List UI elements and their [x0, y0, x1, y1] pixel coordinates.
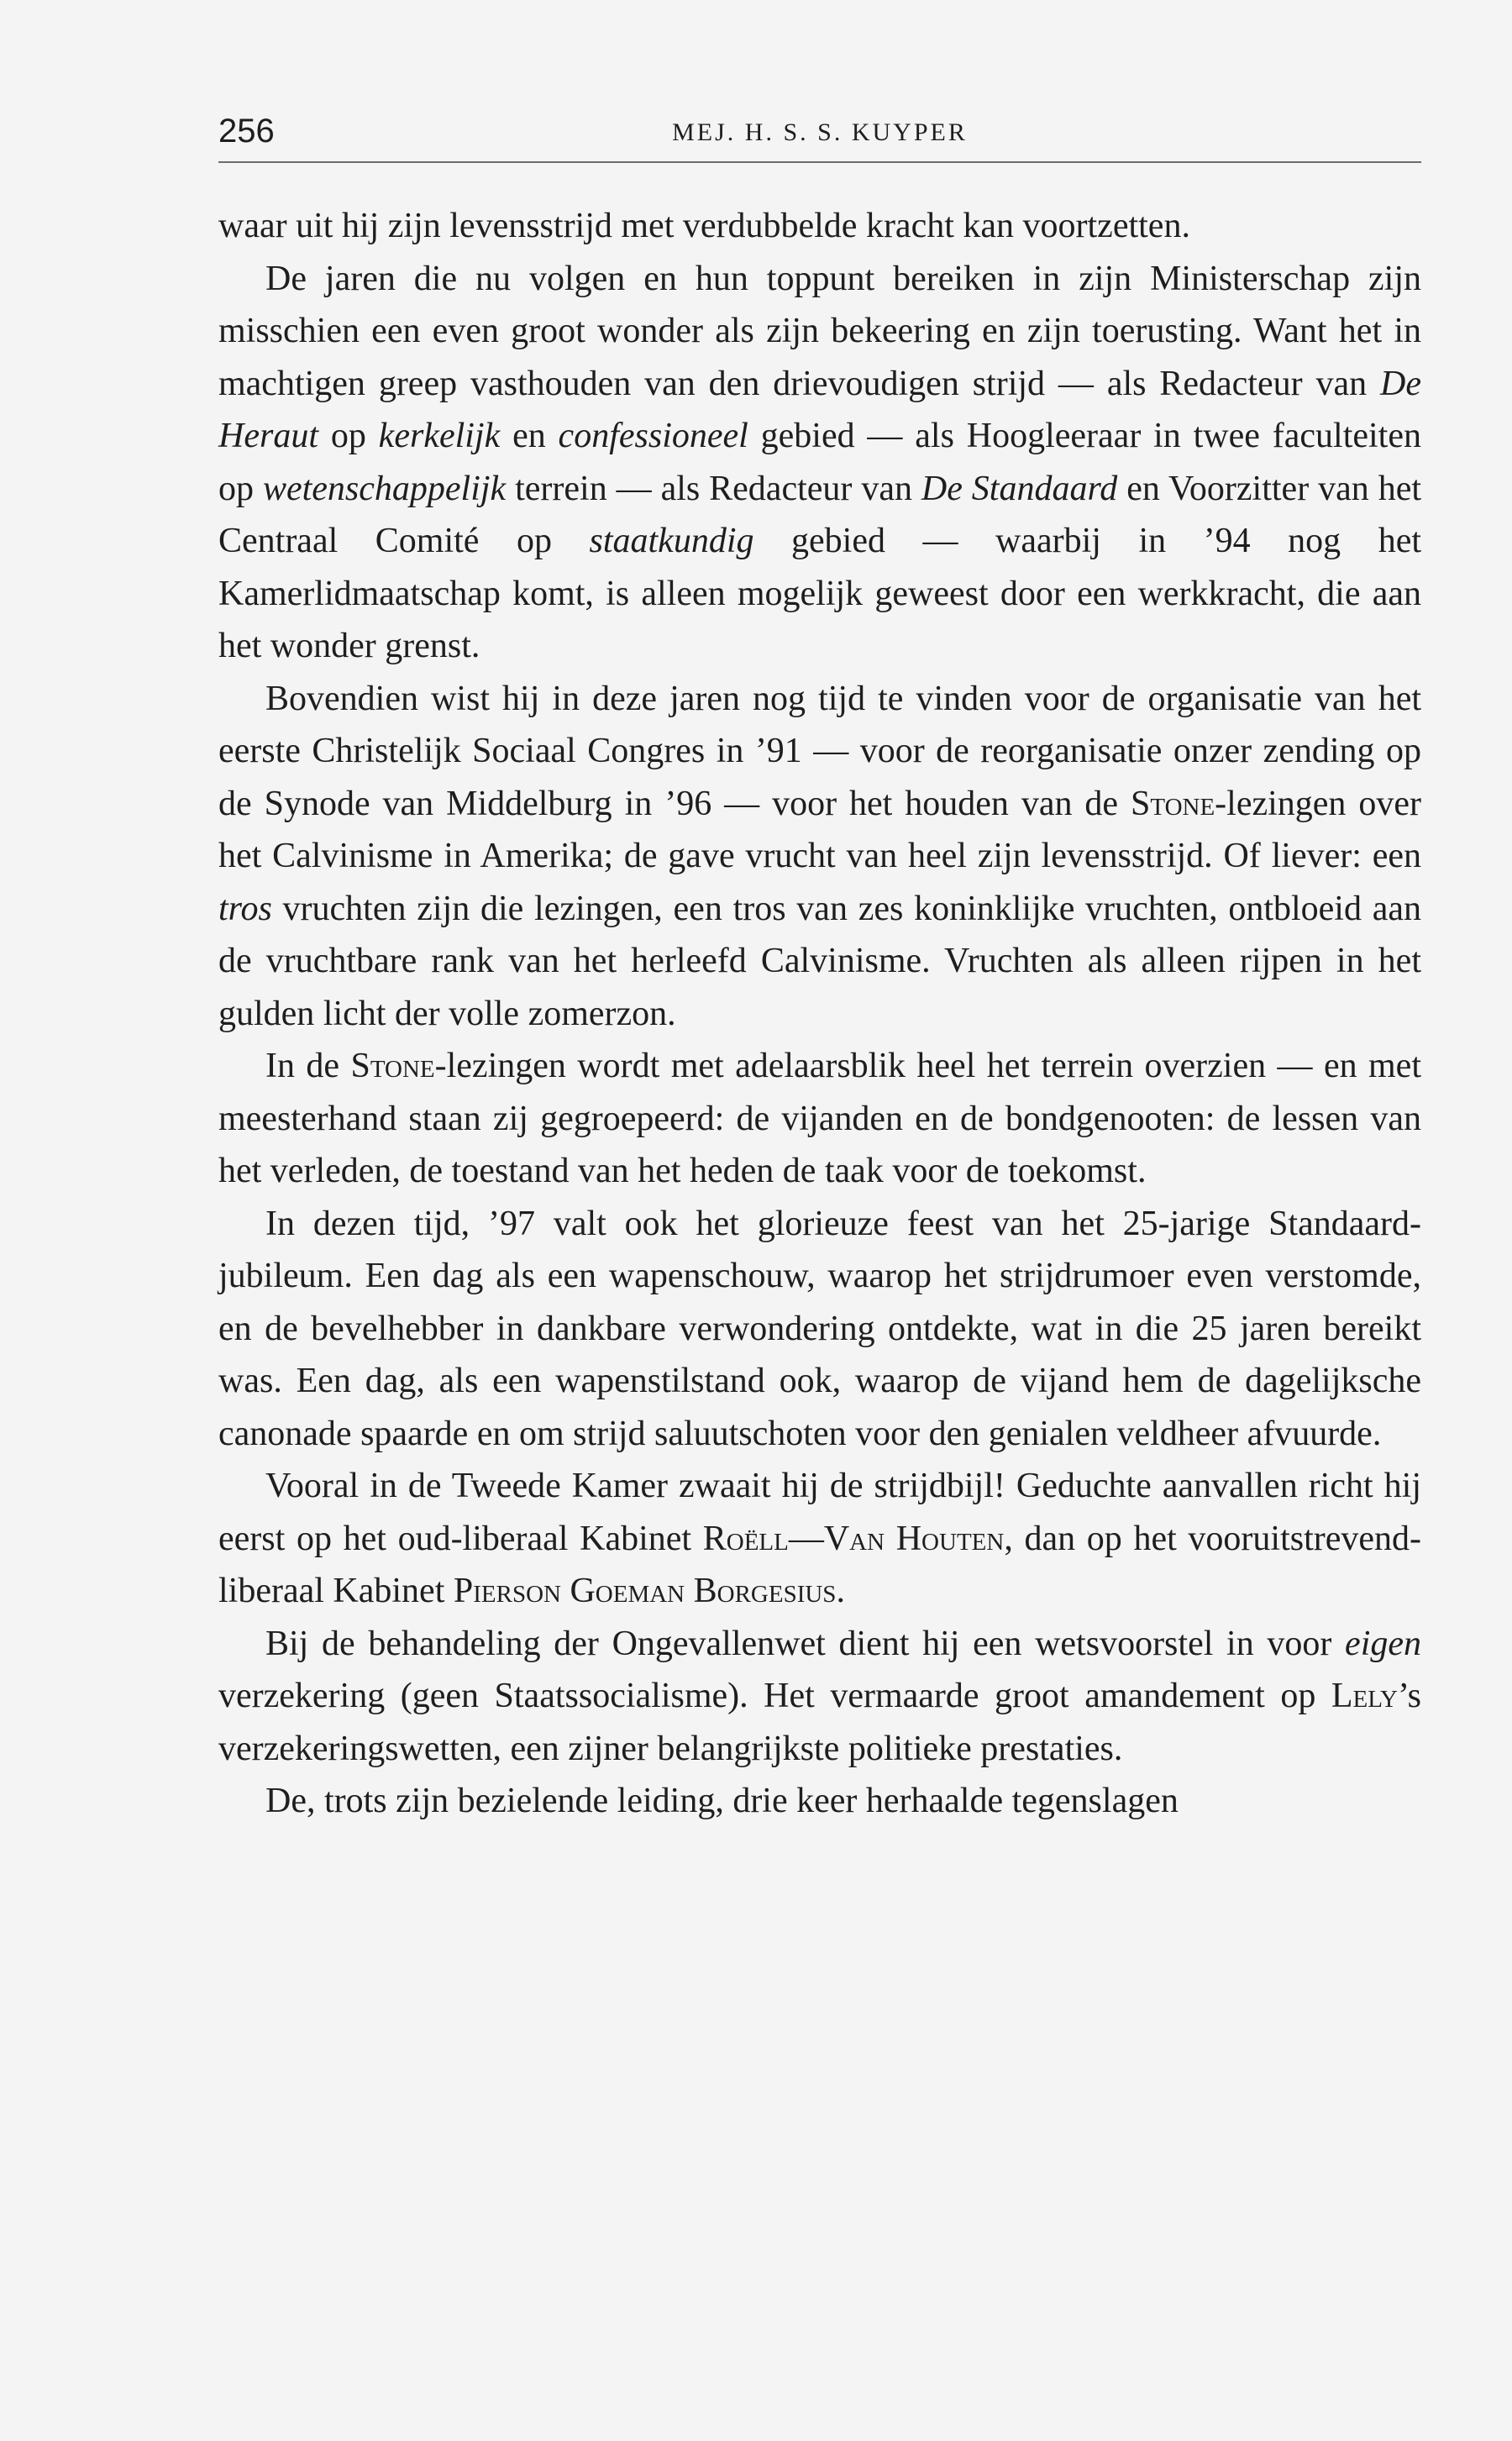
italic-run: De Heraut: [218, 364, 1421, 455]
page-number: 256: [218, 113, 275, 150]
smallcaps-run: Pierson Goeman Borgesius: [453, 1572, 837, 1610]
text-run: ’s verzekeringswetten, een zijner belangrijkste politieke prestaties.: [218, 1677, 1421, 1768]
paragraph-7: [218, 1618, 1421, 1776]
page-header: [218, 108, 1421, 158]
italic-run: tros: [218, 889, 272, 928]
text-run: De jaren die nu volgen en hun toppunt bereiken in zijn Ministerschap zijn misschien een even groot wonder als zijn bekeering en zijn toerusting. Want het in machtigen greep vasthouden van den drievoudigen strijd — als Redacteur van: [218, 259, 1421, 403]
text-run: , dan op het vooruitstrevend-liberaal Kabinet: [218, 1519, 1422, 1610]
smallcaps-run: Stone: [1131, 784, 1215, 823]
text-run: Vooral in de Tweede Kamer zwaait hij de strijdbijl! Geduchte aanvallen richt hij eerst op het oud-liberaal Kabinet: [218, 1467, 1421, 1558]
text-run: en Voorzitter van het Centraal Comité op: [218, 469, 1421, 560]
italic-run: wetenschappelijk: [262, 469, 507, 508]
paragraph-2: [218, 253, 1421, 673]
running-head: MEJ. H. S. S. KUYPER: [672, 118, 968, 146]
text-run: terrein — als Redacteur van: [506, 469, 921, 508]
text-run: -lezingen over het Calvinisme in Amerika; de gave vrucht van heel zijn levensstrijd. Of liever: een: [218, 784, 1421, 875]
smallcaps-run: Stone: [350, 1047, 435, 1085]
paragraph-4: [218, 1040, 1421, 1198]
smallcaps-run: Lely: [1331, 1677, 1398, 1715]
text-run: vruchten zijn die lezingen, een tros van zes koninklijke vruchten, ontbloeid aan de vruchtbare rank van het herleefd Calvinisme. Vruchten als alleen rijpen in het gulden licht der volle zomerzon.: [218, 889, 1421, 1033]
italic-run: kerkelijk: [378, 417, 501, 455]
text-run: In de: [265, 1047, 351, 1085]
italic-run: staatkundig: [589, 522, 754, 560]
paragraph-text: waar uit hij zijn levensstrijd met verdubbelde kracht kan voortzetten.: [218, 207, 1190, 245]
paragraph-1: [218, 200, 1421, 253]
text-run: en: [500, 417, 559, 455]
italic-run: eigen: [1345, 1624, 1421, 1663]
text-run: gebied — waarbij in ’94 nog het Kamerlidmaatschap komt, is alleen mogelijk geweest door een werkkracht, die aan het wonder grenst.: [218, 522, 1421, 665]
text-run: Bovendien wist hij in deze jaren nog tijd te vinden voor de organisatie van het eerste Christelijk Sociaal Congres in ’91 — voor de reorganisatie onzer zending op de Synode van Middelburg in ’96 — voor het houden van de: [218, 679, 1421, 823]
paragraph-text: De, trots zijn bezielende leiding, drie keer herhaalde tegenslagen: [265, 1782, 1179, 1820]
text-run: .: [836, 1572, 845, 1610]
paragraph-3: [218, 673, 1421, 1041]
italic-run: De Standaard: [921, 469, 1118, 508]
smallcaps-run: Roëll—Van Houten: [702, 1519, 1005, 1558]
header-rule: [218, 161, 1421, 163]
text-run: Bij de behandeling der Ongevallenwet dient hij een wetsvoorstel in voor: [265, 1624, 1346, 1663]
text-run: -lezingen wordt met adelaarsblik heel het terrein overzien — en met meesterhand staan zij gegroepeerd: de vijanden en de bondgenooten: de lessen van het verleden, de toestand van het heden de taak voor de toekomst.: [218, 1047, 1421, 1190]
body-text: [218, 200, 1421, 1828]
text-run: verzekering (geen Staatssocialisme). Het vermaarde groot amandement op: [218, 1677, 1331, 1715]
text-run: gebied — als Hoogleeraar in twee faculteiten op: [218, 417, 1421, 508]
italic-run: confessioneel: [558, 417, 748, 455]
paragraph-5: [218, 1198, 1421, 1461]
text-run: op: [318, 417, 379, 455]
paragraph-6: [218, 1460, 1421, 1618]
paragraph-8: [218, 1775, 1421, 1828]
paragraph-text: In dezen tijd, ’97 valt ook het glorieuze feest van het 25-jarige Standaard-jubileum. Een dag als een wapenschouw, waarop het strijdrumoer even verstomde, en de bevelhebber in dankbare verwondering ontdekte, wat in die 25 jaren bereikt was. Een dag, als een wapenstilstand ook, waarop de vijand hem de dagelijksche canonade spaarde en om strijd saluutschoten voor den genialen veldheer afvuurde.: [218, 1204, 1421, 1453]
